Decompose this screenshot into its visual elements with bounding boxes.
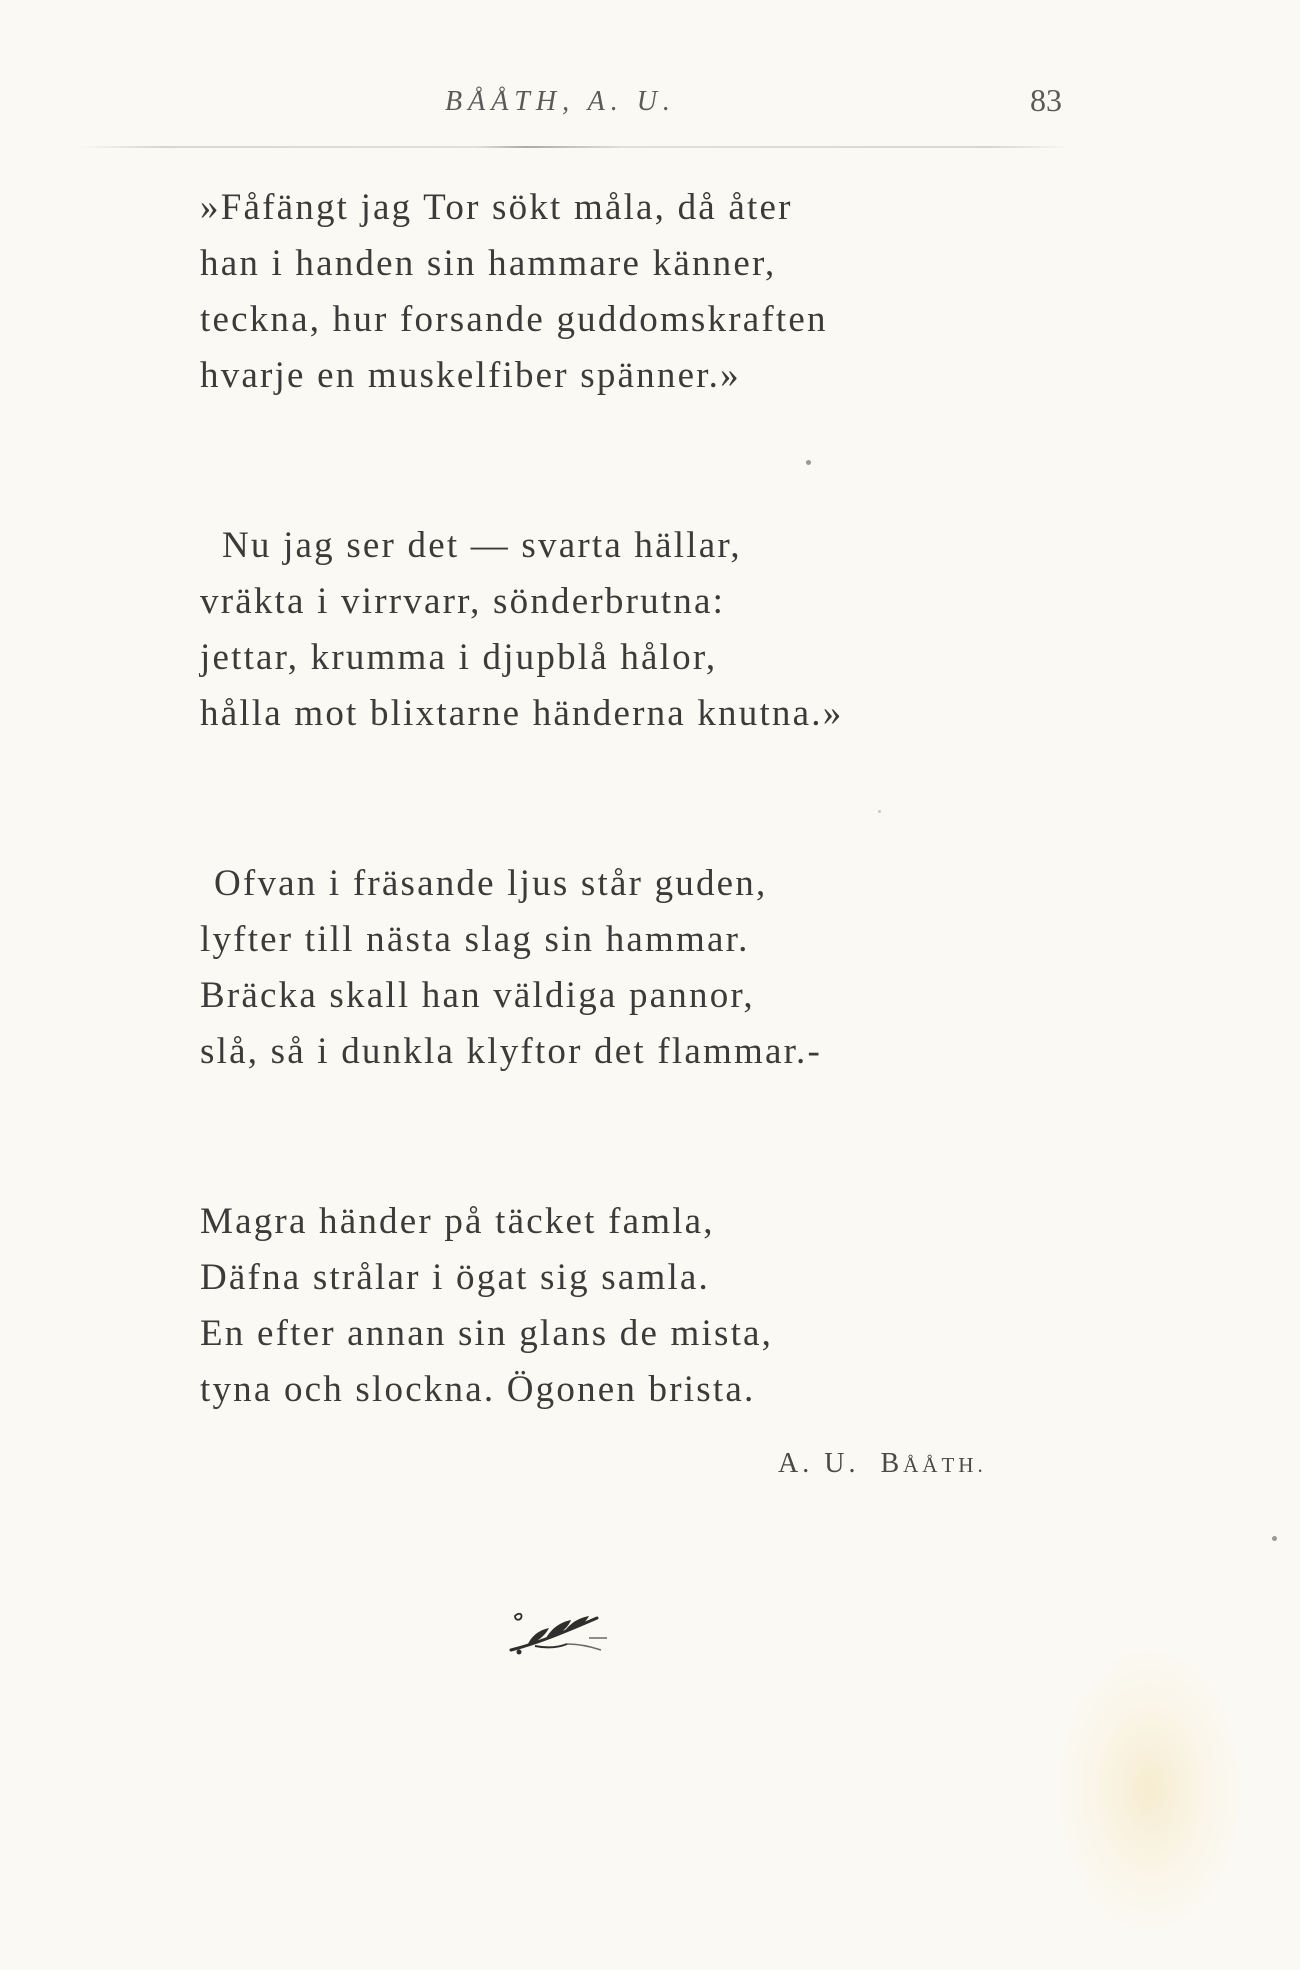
poem-line: hvarje en muskelfiber spänner.» — [200, 355, 741, 396]
poem-line: Däfna strålar i ögat sig samla. — [200, 1257, 710, 1298]
stanza-4 — [200, 1194, 773, 1418]
poem-line: Nu jag ser det — svarta hällar, — [222, 525, 742, 566]
paper-speck — [1272, 1536, 1277, 1541]
poem-line: jettar, krumma i djupblå hålor, — [200, 637, 718, 678]
paper-speck — [806, 460, 811, 465]
poem-line: Ofvan i fräsande ljus står guden, — [214, 863, 768, 904]
stanza-2 — [200, 518, 843, 742]
paper-stain — [1060, 1650, 1240, 1930]
poem-line: hålla mot blixtarne händerna knutna.» — [200, 693, 844, 734]
signature-surname-initial: B — [880, 1448, 904, 1479]
stanza-3 — [200, 856, 822, 1080]
poem-line: »Fåfängt jag Tor sökt måla, då åter — [200, 187, 793, 228]
poem-line: slå, så i dunkla klyftor det flammar.- — [200, 1031, 823, 1072]
poem-line: tyna och slockna. Ögonen brista. — [200, 1369, 756, 1410]
header-rule — [80, 146, 1070, 148]
poem-line: Magra händer på täcket famla, — [200, 1201, 715, 1242]
poem-line: Bräcka skall han väldiga pannor, — [200, 975, 755, 1016]
author-signature — [778, 1448, 987, 1480]
page-number: 83 — [1030, 82, 1062, 118]
paper-speck — [878, 810, 881, 813]
poem-line: teckna, hur forsande guddomskraften — [200, 299, 828, 340]
signature-initials: A. U. — [778, 1448, 860, 1479]
signature-surname-rest: ÅÅTH. — [903, 1453, 987, 1477]
poem-line: han i handen sin hammare känner, — [200, 243, 777, 284]
leaf-sprig-ornament-icon — [505, 1608, 615, 1658]
poem-line: vräkta i virrvarr, sönderbrutna: — [200, 581, 726, 622]
stanza-1 — [200, 180, 828, 404]
running-head: BÅÅTH, A. U. — [445, 86, 676, 117]
poem-line: lyfter till nästa slag sin hammar. — [200, 919, 750, 960]
poem-line: En efter annan sin glans de mista, — [200, 1313, 774, 1354]
